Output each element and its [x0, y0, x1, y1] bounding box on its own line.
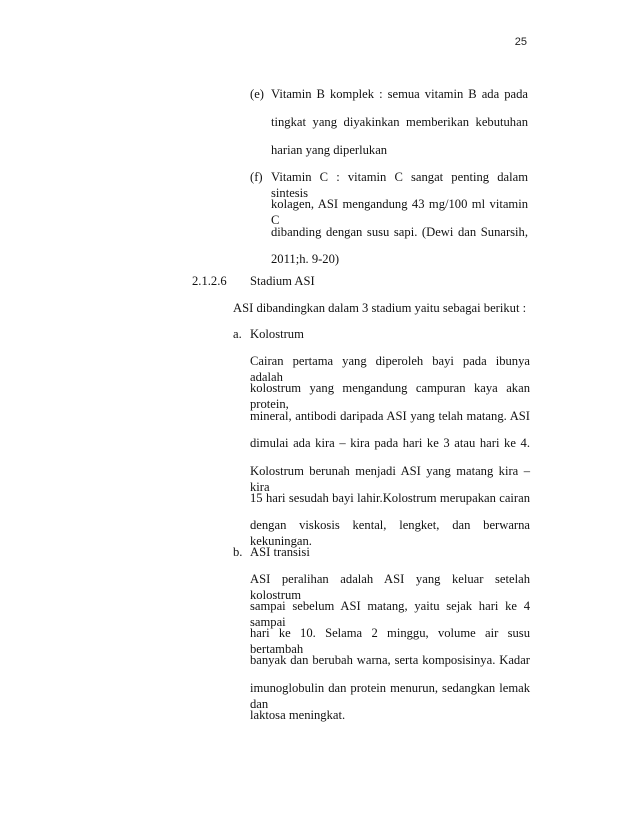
sub-item-a-line-1: Cairan pertama yang diperoleh bayi pada ibunya adalah — [250, 354, 530, 384]
sub-item-b-line-5: imunoglobulin dan protein menurun, sedangkan lemak dan — [250, 681, 530, 711]
sub-item-marker-a: a. — [233, 327, 242, 341]
sub-item-a-line-4: dimulai ada kira – kira pada hari ke 3 atau hari ke 4. — [250, 436, 530, 450]
list-item-e-line-3: harian yang diperlukan — [271, 143, 388, 157]
sub-item-b-line-3: hari ke 10. Selama 2 minggu, volume air susu bertambah — [250, 626, 530, 656]
sub-item-marker-b: b. — [233, 545, 243, 559]
section-number: 2.1.2.6 — [192, 274, 227, 288]
list-item-f-line-4: 2011;h. 9-20) — [271, 252, 340, 266]
sub-item-a-line-7: dengan viskosis kental, lengket, dan berwarna kekuningan. — [250, 518, 530, 548]
section-intro: ASI dibandingkan dalam 3 stadium yaitu sebagai berikut : — [233, 301, 527, 315]
list-item-f-line-2: kolagen, ASI mengandung 43 mg/100 ml vitamin C — [271, 197, 528, 227]
section-title: Stadium ASI — [250, 274, 315, 288]
list-item-e-line-1: Vitamin B komplek : semua vitamin B ada pada — [271, 87, 528, 101]
sub-item-b-line-2: sampai sebelum ASI matang, yaitu sejak hari ke 4 sampai — [250, 599, 530, 629]
sub-item-a-line-2: kolostrum yang mengandung campuran kaya akan protein, — [250, 381, 530, 411]
sub-item-title-a: Kolostrum — [250, 327, 304, 341]
sub-item-b-line-6: laktosa meningkat. — [250, 708, 346, 722]
list-marker-f: (f) — [250, 170, 263, 184]
list-item-e-line-2: tingkat yang diyakinkan memberikan kebutuhan — [271, 115, 528, 129]
list-item-f-line-1: Vitamin C : vitamin C sangat penting dalam sintesis — [271, 170, 528, 200]
list-marker-e: (e) — [250, 87, 264, 101]
sub-item-a-line-6: 15 hari sesudah bayi lahir.Kolostrum merupakan cairan — [250, 491, 530, 505]
sub-item-a-line-5: Kolostrum berunah menjadi ASI yang matang kira – kira — [250, 464, 530, 494]
sub-item-b-line-4: banyak dan berubah warna, serta komposisinya. Kadar — [250, 653, 530, 667]
sub-item-b-line-1: ASI peralihan adalah ASI yang keluar setelah kolostrum — [250, 572, 530, 602]
sub-item-title-b: ASI transisi — [250, 545, 310, 559]
page-number: 25 — [514, 36, 527, 48]
list-item-f-line-3: dibanding dengan susu sapi. (Dewi dan Sunarsih, — [271, 225, 528, 239]
sub-item-a-line-3: mineral, antibodi daripada ASI yang telah matang. ASI — [250, 409, 530, 423]
